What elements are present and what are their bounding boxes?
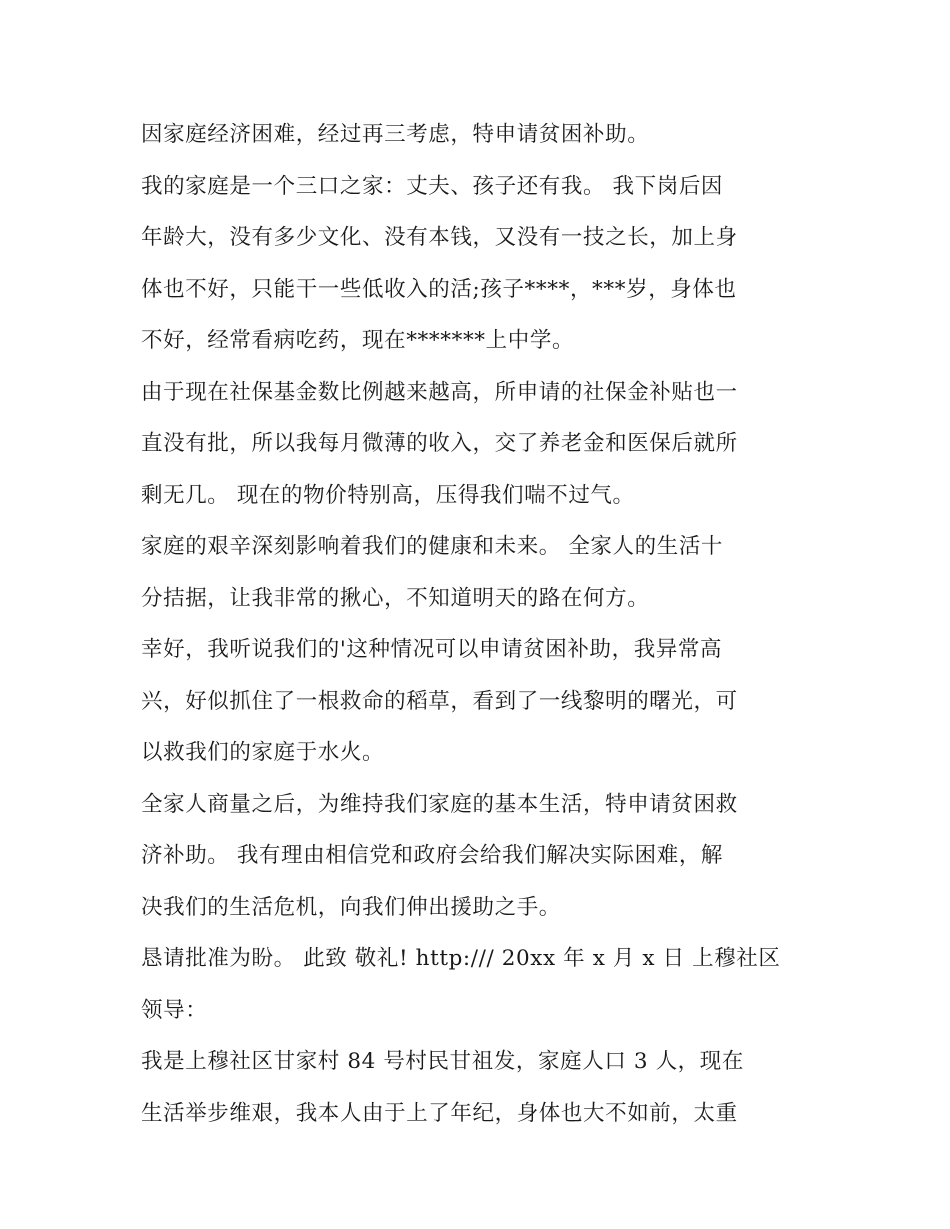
text-line: 恳请批准为盼。 此致 敬礼! http:/// 20xx 年 x 月 x 日 上穆社区 xyxy=(141,946,781,971)
text-line: 体也不好，只能干一些低收入的活;孩子****，***岁，身体也 xyxy=(141,276,737,302)
text-line: 兴，好似抓住了一根救命的稻草，看到了一线黎明的曙光，可 xyxy=(141,688,738,714)
text-line: 由于现在社保基金数比例越来越高，所申请的社保金补贴也一 xyxy=(141,379,738,405)
text-line: 以救我们的家庭于水火。 xyxy=(141,740,385,765)
text-line: 我是上穆社区甘家村 84 号村民甘祖发，家庭人口 3 人，现在 xyxy=(141,1049,744,1074)
text-line: 全家人商量之后，为维持我们家庭的基本生活，特申请贫困救 xyxy=(141,791,738,817)
text-line: 因家庭经济困难，经过再三考虑，特申请贫困补助。 xyxy=(141,122,650,147)
text-line: 济补助。 我有理由相信党和政府会给我们解决实际困难，解 xyxy=(141,843,724,868)
text-line: 幸好，我听说我们的'这种情况可以申请贫困补助，我异常高 xyxy=(141,637,723,662)
text-line: 我的家庭是一个三口之家：丈夫、孩子还有我。 我下岗后因 xyxy=(141,173,724,199)
text-line: 直没有批，所以我每月微薄的收入，交了养老金和医保后就所 xyxy=(141,431,738,456)
text-line: 生活举步维艰，我本人由于上了年纪，身体也大不如前，太重 xyxy=(141,1100,738,1126)
text-line: 年龄大，没有多少文化、没有本钱，又没有一技之长，加上身 xyxy=(141,225,738,250)
text-line: 决我们的生活危机，向我们伸出援助之手。 xyxy=(141,894,561,920)
document-body xyxy=(141,109,821,1139)
text-line: 不好，经常看病吃药，现在*******上中学。 xyxy=(141,328,575,353)
text-line: 分拮据，让我非常的揪心，不知道明天的路在何方。 xyxy=(141,585,650,611)
text-line: 家庭的艰辛深刻影响着我们的健康和未来。 全家人的生活十 xyxy=(141,534,724,559)
text-line: 领导： xyxy=(141,997,208,1023)
text-line: 剩无几。 现在的物价特别高，压得我们喘不过气。 xyxy=(141,482,635,508)
